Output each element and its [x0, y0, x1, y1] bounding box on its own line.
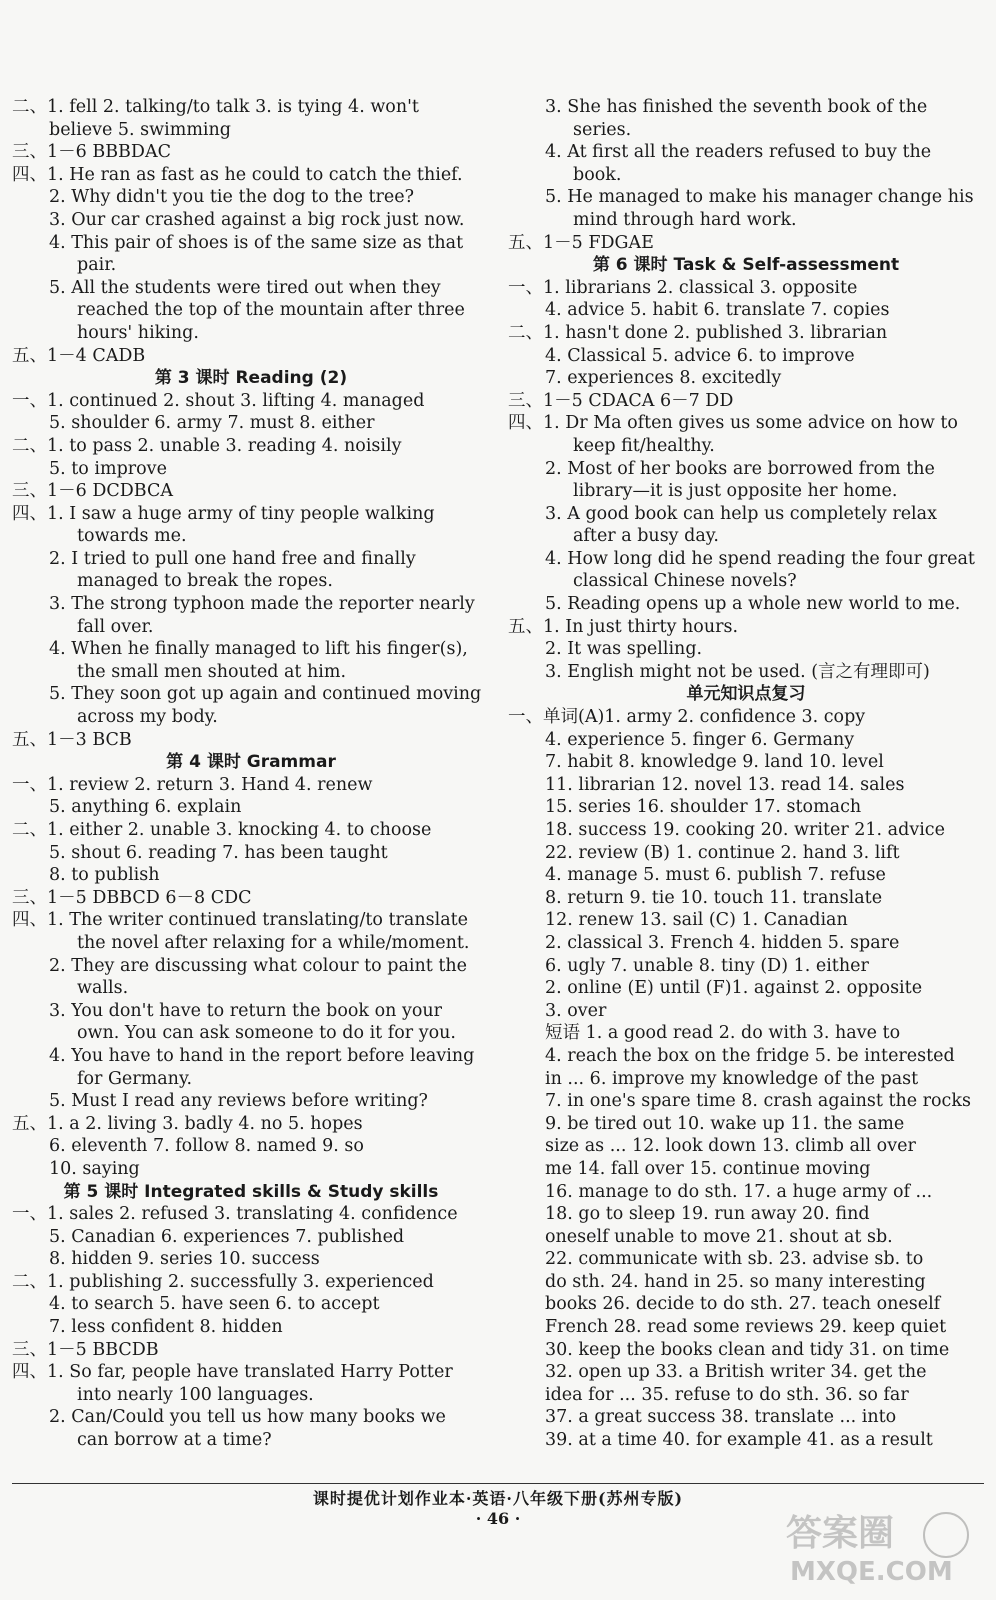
answer-line: 16. manage to do sth. 17. a huge army of ...	[545, 1181, 933, 1202]
answer-line: 二、1. to pass 2. unable 3. reading 4. noisily	[12, 435, 402, 456]
answer-line: 2. They are discussing what colour to paint the	[49, 955, 468, 976]
answer-line: 3. You don't have to return the book on your	[49, 1000, 443, 1021]
answer-line: 一、单词(A)1. army 2. confidence 3. copy	[508, 707, 866, 728]
answer-line: 三、1－5 BBCDB	[12, 1339, 159, 1360]
answer-line: 一、1. librarians 2. classical 3. opposite	[508, 277, 858, 298]
answer-line: 4. experience 5. finger 6. Germany	[545, 729, 855, 750]
answer-line: 11. librarian 12. novel 13. read 14. sales	[545, 774, 905, 795]
answer-line: 三、1－6 BBBDAC	[12, 142, 171, 163]
answer-line: keep fit/healthy.	[573, 435, 715, 456]
answer-line: 22. review (B) 1. continue 2. hand 3. lift	[545, 842, 900, 863]
answer-line: oneself unable to move 21. shout at sb.	[545, 1226, 893, 1247]
answer-line: 18. go to sleep 19. run away 20. find	[545, 1204, 870, 1225]
answer-line: 五、1. In just thirty hours.	[508, 616, 739, 637]
answer-line: 30. keep the books clean and tidy 31. on time	[545, 1339, 950, 1360]
answer-line: 5. Canadian 6. experiences 7. published	[49, 1226, 405, 1247]
answer-line: 5. All the students were tired out when they	[49, 277, 441, 298]
answer-line: 8. to publish	[49, 865, 160, 886]
answer-line: 6. ugly 7. unable 8. tiny (D) 1. either	[545, 955, 869, 976]
answer-line: 5. They soon got up again and continued moving	[49, 684, 482, 705]
answer-line: reached the top of the mountain after three	[77, 300, 465, 321]
answer-line: me 14. fall over 15. continue moving	[545, 1158, 871, 1179]
answer-line: own. You can ask someone to do it for you.	[77, 1023, 456, 1044]
svg-text:答案圈: 答案圈	[786, 1513, 895, 1554]
answer-line: 5. Must I read any reviews before writing?	[49, 1091, 428, 1112]
answer-line: 12. renew 13. sail (C) 1. Canadian	[545, 910, 848, 931]
answer-line: 四、1. The writer continued translating/to translate	[12, 910, 469, 931]
answer-line: for Germany.	[77, 1068, 193, 1089]
answer-line: 3. She has finished the seventh book of the	[545, 97, 928, 117]
answer-line: 5. He managed to make his manager change his	[545, 187, 974, 208]
answer-line: can borrow at a time?	[77, 1430, 272, 1451]
answer-line: 2. classical 3. French 4. hidden 5. spare	[545, 932, 900, 953]
answer-line: 3. Our car crashed against a big rock just now.	[49, 209, 465, 230]
answer-line: after a busy day.	[573, 526, 719, 547]
footer-title: 课时提优计划作业本·英语·八年级下册(苏州专版)	[312, 1489, 684, 1508]
answer-line: 三、1－5 DBBCD 6－8 CDC	[12, 887, 252, 908]
answer-line: 3. English might not be used. (言之有理即可)	[545, 661, 930, 682]
left-column	[12, 96, 490, 1452]
answer-line: 4. This pair of shoes is of the same size as that	[49, 232, 464, 253]
answer-line: 5. to improve	[49, 458, 167, 479]
answer-line: 10. saying	[49, 1158, 140, 1179]
answer-line: 37. a great success 38. translate ... into	[545, 1407, 897, 1428]
answer-line: 二、1. either 2. unable 3. knocking 4. to choose	[12, 820, 432, 840]
answer-line: 2. Can/Could you tell us how many books we	[49, 1407, 446, 1428]
answer-line: 18. success 19. cooking 20. writer 21. advice	[545, 820, 945, 840]
answer-line: 4. How long did he spend reading the four great	[545, 548, 975, 569]
answer-line: 五、1. a 2. living 3. badly 4. no 5. hopes	[12, 1113, 363, 1134]
answer-line: 22. communicate with sb. 23. advise sb. to	[545, 1249, 924, 1270]
answer-line: 3. A good book can help us completely relax	[545, 503, 937, 524]
answer-line: 5. Reading opens up a whole new world to me.	[545, 594, 961, 615]
answer-line: 四、1. I saw a huge army of tiny people walking	[12, 503, 435, 524]
answer-line: 9. be tired out 10. wake up 11. the same	[545, 1113, 905, 1134]
answer-line: 4. At first all the readers refused to buy the	[545, 142, 932, 163]
answer-line: towards me.	[77, 526, 187, 547]
answer-line: size as ... 12. look down 13. climb all over	[545, 1136, 916, 1157]
answer-line: 8. return 9. tie 10. touch 11. translate	[545, 887, 883, 908]
answer-line: 4. You have to hand in the report before leaving	[49, 1045, 475, 1066]
answer-line: in ... 6. improve my knowledge of the past	[545, 1068, 919, 1089]
answer-line: 一、1. review 2. return 3. Hand 4. renew	[12, 774, 373, 795]
answer-line: 五、1－5 FDGAE	[508, 232, 654, 253]
answer-line: 4. advice 5. habit 6. translate 7. copies	[545, 300, 890, 321]
svg-text:MXQE.COM: MXQE.COM	[790, 1557, 953, 1587]
section-heading: 第 5 课时 Integrated skills & Study skills	[63, 1181, 439, 1202]
answer-line: 二、1. fell 2. talking/to talk 3. is tying 4. won't	[12, 97, 419, 117]
answer-line: 7. habit 8. knowledge 9. land 10. level	[545, 752, 884, 773]
answer-line: 五、1－3 BCB	[12, 729, 132, 750]
answer-line: 4. manage 5. must 6. publish 7. refuse	[545, 865, 886, 886]
section-heading: 第 4 课时 Grammar	[166, 752, 336, 773]
answer-line: series.	[573, 119, 632, 140]
answer-line: managed to break the ropes.	[77, 571, 333, 592]
section-heading: 单元知识点复习	[686, 684, 806, 705]
answer-line: 32. open up 33. a British writer 34. get the	[545, 1362, 927, 1383]
answer-line: 二、1. hasn't done 2. published 3. librarian	[508, 322, 888, 343]
answer-line: 7. experiences 8. excitedly	[545, 368, 782, 389]
answer-line: 4. When he finally managed to lift his finger(s),	[49, 639, 468, 660]
answer-line: 2. I tried to pull one hand free and finally	[49, 548, 416, 569]
answer-line: into nearly 100 languages.	[77, 1384, 314, 1405]
answer-line: walls.	[77, 978, 129, 999]
answer-line: 3. The strong typhoon made the reporter nearly	[49, 594, 475, 615]
answer-line: classical Chinese novels?	[573, 571, 797, 592]
answer-line: 6. eleventh 7. follow 8. named 9. so	[49, 1136, 364, 1157]
answer-line: 三、1－6 DCDBCA	[12, 481, 173, 502]
answer-line: 5. shoulder 6. army 7. must 8. either	[49, 413, 375, 434]
answer-line: 5. anything 6. explain	[49, 797, 242, 818]
answer-line: pair.	[77, 255, 117, 276]
answer-line: 2. Most of her books are borrowed from the	[545, 458, 935, 479]
answer-line: 二、1. publishing 2. successfully 3. experienced	[12, 1271, 434, 1292]
answer-line: hours' hiking.	[77, 322, 199, 343]
watermark-logo	[776, 1500, 976, 1590]
answer-line: French 28. read some reviews 29. keep quiet	[545, 1317, 947, 1338]
footer-rule	[12, 1483, 984, 1484]
answer-line: 7. less confident 8. hidden	[49, 1317, 283, 1338]
answer-line: 五、1－4 CADB	[12, 345, 146, 366]
section-heading: 第 3 课时 Reading (2)	[154, 368, 348, 389]
answer-line: 一、1. continued 2. shout 3. lifting 4. managed	[12, 390, 425, 411]
answer-line: 四、1. He ran as fast as he could to catch the thief.	[12, 164, 463, 185]
answer-line: idea for ... 35. refuse to do sth. 36. so far	[545, 1384, 909, 1405]
answer-line: 2. online (E) until (F)1. against 2. opposite	[545, 978, 923, 999]
answer-line: 7. in one's spare time 8. crash against the rocks	[545, 1091, 971, 1112]
answer-line: the small men shouted at him.	[77, 661, 347, 682]
answer-line: 2. Why didn't you tie the dog to the tree?	[49, 187, 415, 208]
page-number: · 46 ·	[475, 1509, 521, 1528]
answer-line: library—it is just opposite her home.	[573, 481, 898, 502]
answer-line: book.	[573, 164, 622, 185]
answer-line: books 26. decide to do sth. 27. teach oneself	[545, 1294, 941, 1315]
answer-line: 四、1. So far, people have translated Harry Potter	[12, 1362, 453, 1383]
answer-line: 2. It was spelling.	[545, 639, 703, 660]
answer-line: 4. to search 5. have seen 6. to accept	[49, 1294, 380, 1315]
section-heading: 第 6 课时 Task & Self-assessment	[592, 255, 900, 276]
answer-line: 短语 1. a good read 2. do with 3. have to	[545, 1023, 901, 1044]
answer-line: 4. reach the box on the fridge 5. be interested	[545, 1045, 955, 1066]
answer-line: across my body.	[77, 707, 218, 728]
answer-line: 一、1. sales 2. refused 3. translating 4. confidence	[12, 1204, 458, 1225]
answer-line: 三、1－5 CDACA 6－7 DD	[508, 390, 734, 411]
answer-line: 四、1. Dr Ma often gives us some advice on how to	[508, 413, 958, 434]
answer-line: 5. shout 6. reading 7. has been taught	[49, 842, 388, 863]
answer-line: believe 5. swimming	[49, 119, 231, 140]
answer-line: fall over.	[77, 616, 154, 637]
answer-line: mind through hard work.	[573, 209, 797, 230]
answer-line: 39. at a time 40. for example 41. as a result	[545, 1430, 933, 1451]
answer-line: the novel after relaxing for a while/moment.	[77, 932, 470, 953]
answer-line: 8. hidden 9. series 10. success	[49, 1249, 320, 1270]
answer-line: do sth. 24. hand in 25. so many interesting	[545, 1271, 926, 1292]
answer-line: 15. series 16. shoulder 17. stomach	[545, 797, 862, 818]
right-column	[508, 96, 984, 1452]
answer-line: 4. Classical 5. advice 6. to improve	[545, 345, 855, 366]
answer-line: 3. over	[545, 1000, 607, 1021]
